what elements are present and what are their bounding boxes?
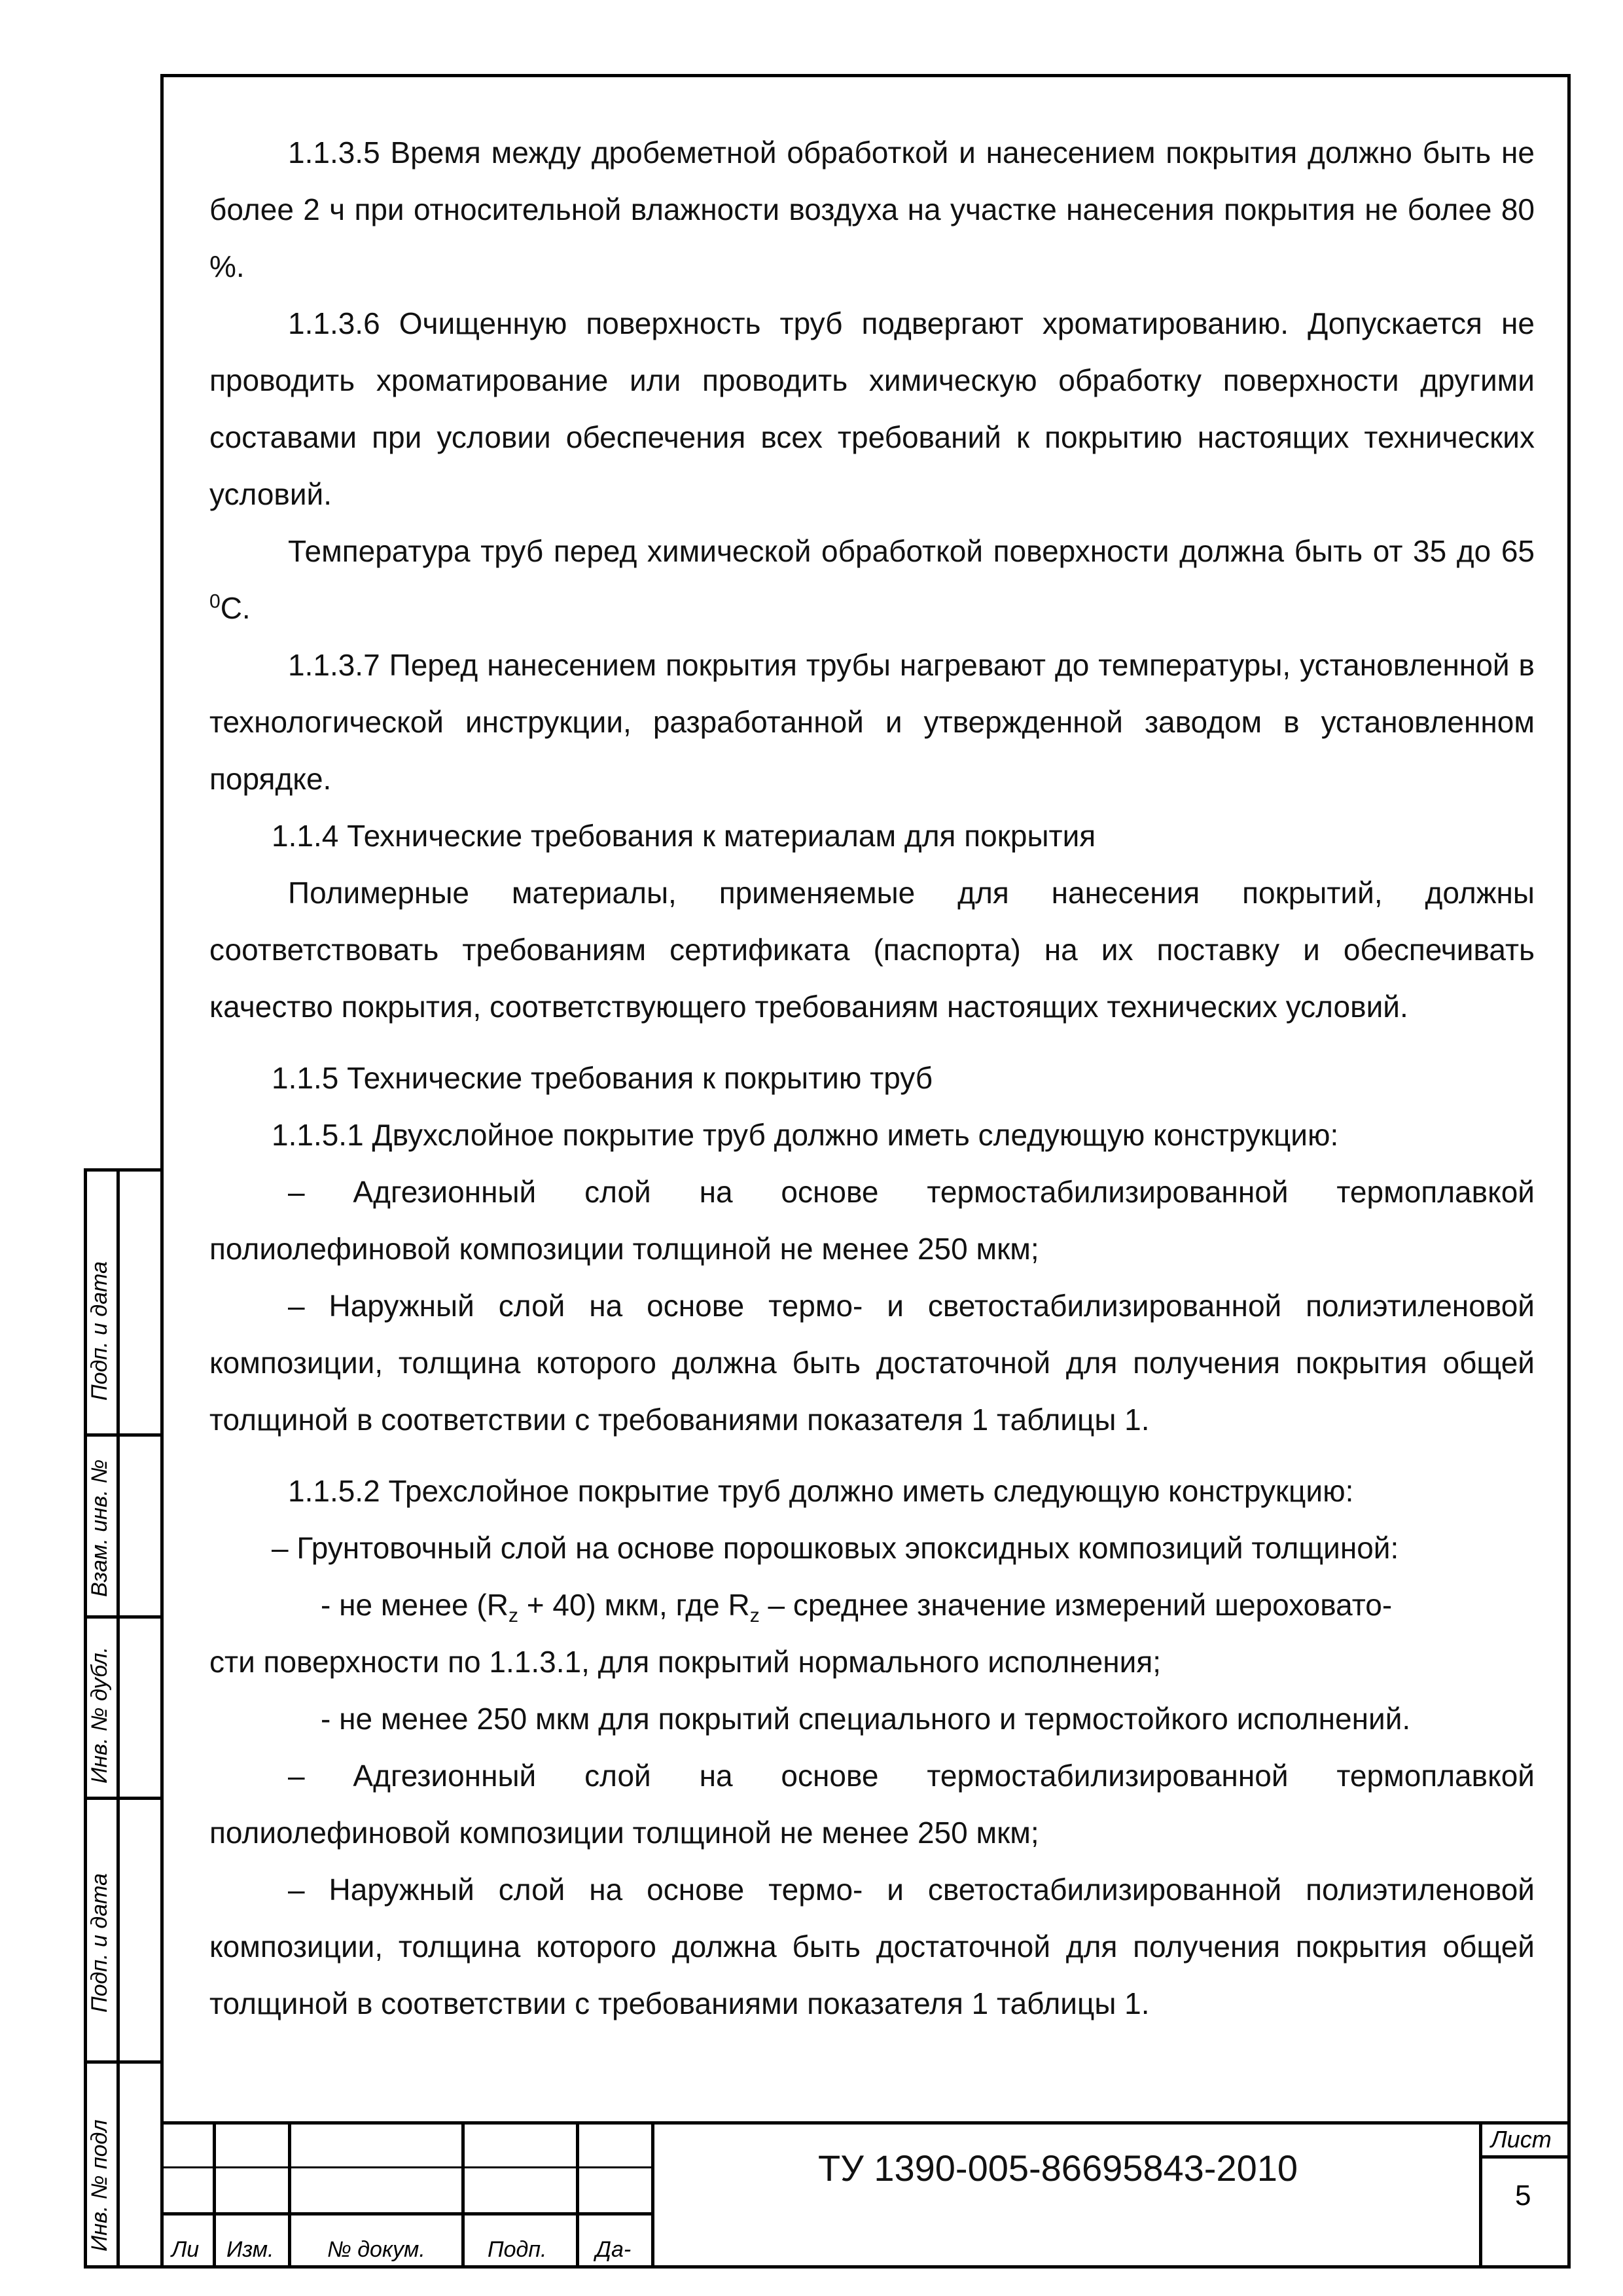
title-block-divider (1479, 2121, 1482, 2269)
paragraph: 1.1.3.6 Очищенную поверхность труб подвергают хроматированию. Допускается не проводить хроматирование или проводить химическую обработку поверхности другими составами при условии обеспечения всех требований к покрытию настоящих технических условий. (209, 306, 1535, 511)
title-block-divider (651, 2121, 654, 2269)
list-item: – Наружный слой на основе термо- и светостабилизированной полиэтиленовой композиции, толщина которого должна быть достаточной для получения покрытия общей толщиной в соответствии с требованиями показателя 1 таблицы 1. (209, 1873, 1535, 2020)
title-block-row (160, 2212, 651, 2215)
title-block-divider (288, 2121, 291, 2269)
section-heading: 1.1.5 Технические требования к покрытию труб (272, 1061, 933, 1095)
title-block-divider (576, 2121, 579, 2269)
document-body (209, 124, 1535, 2032)
section-heading: 1.1.4 Технические требования к материалам для покрытия (272, 819, 1096, 853)
document-code: ТУ 1390-005-86695843-2010 (818, 2147, 1298, 2189)
sheet-cell-divider (1479, 2155, 1571, 2159)
paragraph: сти поверхности по 1.1.3.1, для покрытий нормального исполнения; (209, 1645, 1162, 1679)
col-label-date: Да- (596, 2237, 632, 2262)
sheet-number: 5 (1515, 2179, 1531, 2212)
paragraph-text: – среднее значение измерений шероховато- (759, 1588, 1393, 1622)
col-label-signature: Подп. (488, 2237, 547, 2262)
paragraph: Полимерные материалы, применяемые для нанесения покрытий, должны соответствовать требованиям сертификата (паспорта) на их поставку и обеспечивать качество покрытия, соответствующего требованиям настоящих технических условий. (209, 876, 1535, 1024)
list-item: - не менее 250 мкм для покрытий специального и термостойкого исполнений. (321, 1702, 1411, 1736)
list-item: – Адгезионный слой на основе термостабилизированной термоплавкой полиолефиновой композиции толщиной не менее 250 мкм; (209, 1759, 1535, 1850)
paragraph-text: - не менее (R (321, 1588, 508, 1622)
title-block-divider (461, 2121, 465, 2269)
subscript: z (749, 1605, 760, 1627)
paragraph: 1.1.5.1 Двухслойное покрытие труб должно иметь следующую конструкцию: (272, 1118, 1339, 1152)
paragraph-text: Температура труб перед химической обработкой поверхности должна быть от 35 до 65 (288, 534, 1535, 568)
side-divider (84, 1615, 160, 1619)
col-label-doc-number: № докум. (327, 2237, 425, 2262)
list-item: – Наружный слой на основе термо- и светостабилизированной полиэтиленовой композиции, толщина которого должна быть достаточной для получения покрытия общей толщиной в соответствии с требованиями показателя 1 таблицы 1. (209, 1289, 1535, 1437)
side-label-sign-date: Подп. и дата (87, 1873, 112, 2013)
paragraph: 1.1.3.7 Перед нанесением покрытия трубы нагревают до температуры, установленной в технологической инструкции, разработанной и утвержденной заводом в установленном порядке. (209, 648, 1535, 796)
side-divider (84, 1797, 160, 1800)
paragraph (209, 523, 1535, 637)
paragraph: 1.1.3.5 Время между дробеметной обработкой и нанесением покрытия должно быть не более 2 ч при относительной влажности воздуха на участке нанесения покрытия не более 80 %. (209, 135, 1535, 283)
side-divider (84, 2060, 160, 2064)
col-label-li: Ли (171, 2237, 200, 2262)
list-item (209, 1577, 1535, 1634)
paragraph: 1.1.5.2 Трехслойное покрытие труб должно иметь следующую конструкцию: (288, 1474, 1354, 1508)
col-label-change: Изм. (226, 2237, 274, 2262)
side-label-dup-inv: Инв. № дубл. (87, 1646, 112, 1784)
side-label-replace-inv: Взам. инв. № (87, 1459, 112, 1597)
title-block-row (160, 2166, 651, 2168)
subscript: z (508, 1605, 518, 1627)
list-item: – Адгезионный слой на основе термостабилизированной термоплавкой полиолефиновой композиции толщиной не менее 250 мкм; (209, 1175, 1535, 1266)
side-label-original-inv: Инв. № подл (87, 2119, 112, 2251)
sheet-label: Лист (1491, 2126, 1552, 2153)
side-divider (84, 1433, 160, 1437)
degree-superscript: 0 (209, 590, 221, 613)
unit-text: С. (220, 591, 251, 625)
paragraph-text: + 40) мкм, где R (518, 1588, 750, 1622)
title-block-divider (213, 2121, 216, 2269)
list-item: – Грунтовочный слой на основе порошковых эпоксидных композиций толщиной: (272, 1531, 1399, 1565)
side-label-sign-date: Подп. и дата (87, 1261, 112, 1401)
side-divider (116, 1168, 120, 2269)
